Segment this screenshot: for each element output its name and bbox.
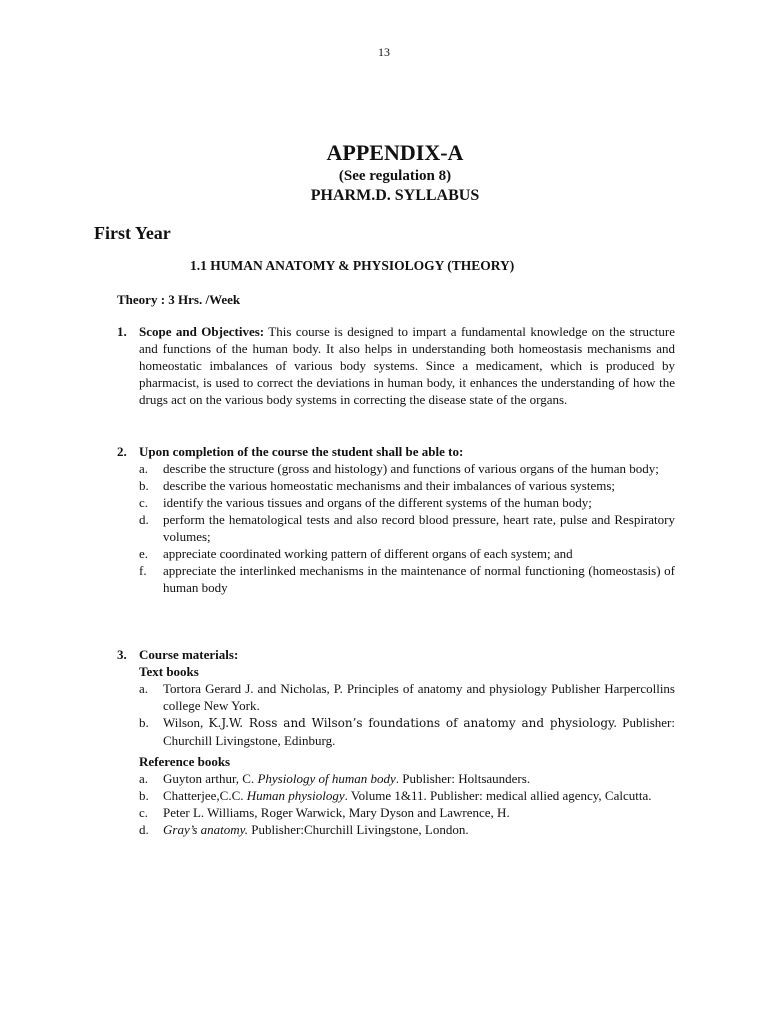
list-marker: d. [139,822,149,837]
book-title: Gray’s anatomy. [163,822,248,837]
list-text: Guyton arthur, C. [163,771,258,786]
list-item [139,680,675,714]
list-marker: e. [139,546,149,561]
text-books-label: Text books [139,664,199,679]
text-books-list [139,680,675,749]
section-text: This course is designed to impart a fundamental knowledge on the structure and functions of the human body. It also helps in understanding both homeostasis mechanisms and homeostatic imbalances of various body systems. Since a medicament, which is produced by pharmacist, is used to correct the deviations in human body, it enhances the understanding of how the drugs act on the various body systems in correcting the disease state of the organs. [139,324,675,407]
section-number: 3. [117,647,127,662]
list-marker: b. [139,715,149,730]
list-item [139,562,675,596]
reference-books-label: Reference books [139,754,231,769]
list-text: . Volume 1&11. Publisher: medical allied agency, Calcutta. [344,788,652,803]
outcomes-list [139,460,675,596]
regulation-reference: (See regulation 8) [338,168,452,184]
section-body [139,443,675,596]
book-title: Physiology of human body [257,771,396,786]
year-heading: First Year [94,223,171,243]
list-item [139,494,675,511]
section-heading: Upon completion of the course the student shall be able to: [139,444,464,459]
list-text: Publisher: Churchill Livingstone, Edinburg. [163,715,675,748]
reference-books-list [139,770,675,838]
list-text: Tortora Gerard J. and Nicholas, P. Principles of anatomy and physiology Publisher Harpercollins college New York. [163,681,675,713]
section-course-materials [117,646,675,838]
section-number: 2. [117,444,127,459]
list-text: . Publisher: Holtsaunders. [395,771,531,786]
list-marker: a. [139,681,149,696]
list-marker: b. [139,478,149,493]
section-number: 1. [117,324,127,339]
course-title: 1.1 HUMAN ANATOMY & PHYSIOLOGY (THEORY) [190,258,515,273]
list-text: Chatterjee,C.C. [163,788,247,803]
list-text: Publisher:Churchill Livingstone, London. [247,822,469,837]
list-item [139,714,675,749]
list-marker: a. [139,771,149,786]
section-outcomes [117,443,675,596]
list-text: describe the various homeostatic mechanisms and their imbalances of various systems; [163,478,615,493]
page-number: 13 [378,45,390,59]
syllabus-title: PHARM.D. SYLLABUS [310,187,480,204]
appendix-title: APPENDIX-A [326,140,464,165]
document-header [0,140,768,206]
list-marker: c. [139,805,149,820]
list-text: describe the structure (gross and histology) and functions of various organs of the human body; [163,461,659,476]
list-marker: b. [139,788,149,803]
section-heading: Scope and Objectives: [139,324,265,339]
section-body [139,646,675,838]
list-marker: c. [139,495,149,510]
list-item [139,477,675,494]
list-item [139,545,675,562]
section-scope [117,323,675,408]
list-marker: a. [139,461,149,476]
list-item [139,460,675,477]
list-item [139,804,675,821]
list-item [139,787,675,804]
book-title: Human physiology [246,788,345,803]
list-text: appreciate coordinated working pattern of different organs of each system; and [163,546,573,561]
list-text: identify the various tissues and organs of the different systems of the human body; [163,495,592,510]
section-heading: Course materials: [139,647,239,662]
list-item [139,821,675,838]
list-marker: d. [139,512,149,527]
list-item [139,511,675,545]
list-text: Wilson, [163,715,209,730]
list-marker: f. [139,563,147,578]
list-item [139,770,675,787]
book-title: K.J.W. Ross and Wilson’s foundations of anatomy and physiology. [208,716,618,730]
list-text: perform the hematological tests and also record blood pressure, heart rate, pulse and Respiratory volumes; [163,512,675,544]
theory-hours: Theory : 3 Hrs. /Week [117,292,241,307]
list-text: Peter L. Williams, Roger Warwick, Mary Dyson and Lawrence, H. [163,805,510,820]
list-text: appreciate the interlinked mechanisms in the maintenance of normal functioning (homeostasis) of human body [163,563,675,595]
section-body [139,323,675,408]
